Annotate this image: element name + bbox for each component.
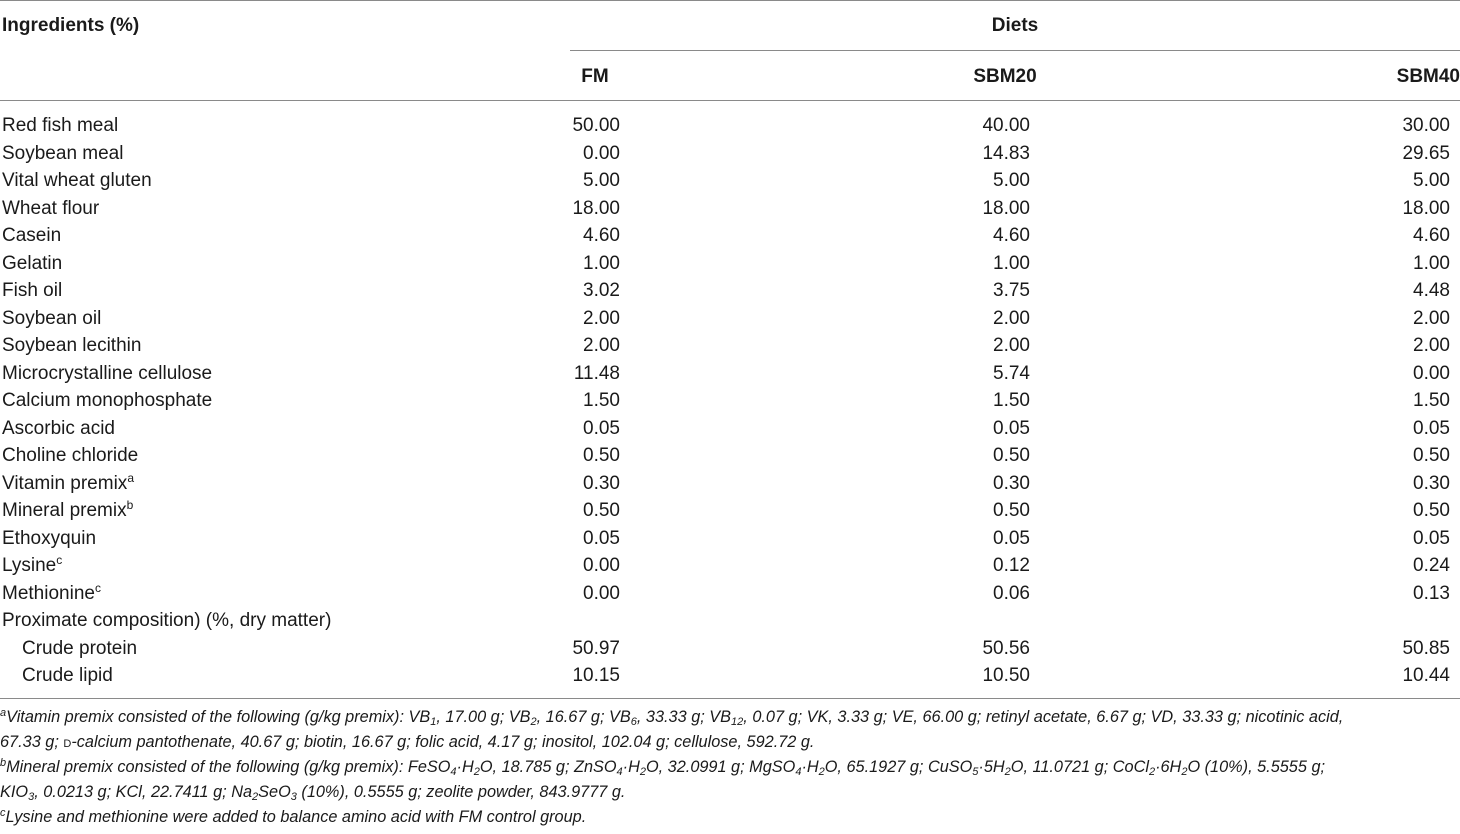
table-row — [0, 112, 1460, 140]
value-fm: 0.05 — [583, 527, 620, 549]
footnote-mark: b — [0, 757, 7, 769]
table-row — [0, 195, 1460, 223]
value-fm: 10.15 — [572, 665, 620, 686]
value-fm: 0.00 — [583, 582, 620, 604]
table-row — [0, 525, 1460, 553]
table-row — [0, 140, 1460, 168]
value-sbm40: 0.05 — [1413, 417, 1450, 439]
row-label: Red fish meal — [2, 115, 119, 136]
column-header-sbm40: SBM40 — [1396, 66, 1460, 87]
footnote-b: $^b$Mineral premix consisted of the following (g/kg premix): $FeSO_4\cdot H_2O$, 18.785 g; $ZnSO_4\cdot H_2O$, 32.0991 g; $MgSO_4\cdot H_2O$, 65.1927 g; $CuSO_5\cdot 5H_2O$, 11.0721 g; $CoCl_2\cdot 6H_2O$ (10%), 5.5555 g; $KIO_3$, 0.0213 g; KCl, 22.7411 g; $Na_2SeO_3$ (10%), 0.5555 g; zeolite powder, 843.9777 g. — [0, 757, 1326, 803]
row-label: Soybean meal — [2, 142, 124, 164]
table-row — [0, 470, 1460, 498]
value-sbm20: 10.50 — [982, 665, 1030, 686]
value-fm: 0.00 — [583, 555, 620, 576]
row-label: Microcrystalline cellulose — [2, 362, 213, 384]
value-fm: 2.00 — [583, 307, 620, 329]
table-body — [0, 112, 1460, 690]
header-rule — [0, 100, 1460, 101]
value-fm: 1.50 — [583, 390, 620, 411]
value-sbm20: 2.00 — [993, 307, 1030, 329]
table-row — [0, 607, 1460, 635]
row-label: Soybean lecithin — [2, 335, 142, 356]
value-sbm40: 2.00 — [1413, 335, 1450, 356]
value-sbm20: 3.75 — [993, 280, 1030, 301]
value-sbm40: 1.50 — [1413, 390, 1450, 411]
diets-span-rule — [570, 50, 1460, 51]
value-fm: 5.00 — [583, 170, 620, 191]
table-row — [0, 635, 1460, 663]
table-row — [0, 222, 1460, 250]
row-label: Crude protein — [22, 637, 138, 659]
row-label: Crude lipid — [22, 665, 113, 686]
row-label: Ascorbic acid — [2, 417, 115, 439]
footnote-mark: a — [0, 707, 7, 719]
row-label: Choline chloride — [2, 445, 139, 466]
footnote-ref: c — [94, 580, 101, 595]
value-sbm20: 0.50 — [993, 445, 1030, 466]
footnote-c: $^c$Lysine and methionine were added to balance amino acid with FM control group. — [0, 807, 587, 826]
table-row — [0, 387, 1460, 415]
footnotes — [0, 705, 1460, 830]
table-row — [0, 662, 1460, 690]
value-sbm40: 0.13 — [1413, 582, 1450, 604]
value-sbm20: 5.00 — [993, 170, 1030, 191]
table-row — [0, 442, 1460, 470]
footnote-ref: c — [56, 553, 63, 567]
value-sbm20: 0.12 — [993, 555, 1030, 576]
value-sbm40: 0.24 — [1413, 555, 1450, 576]
value-sbm40: 0.50 — [1413, 500, 1450, 521]
value-sbm40: 1.00 — [1413, 252, 1450, 274]
value-fm: 0.50 — [583, 500, 620, 521]
table-row — [0, 552, 1460, 580]
value-fm: 3.02 — [583, 280, 620, 301]
row-label: Mineral premix$^b$ — [2, 498, 134, 521]
value-sbm40: 0.00 — [1413, 362, 1450, 384]
table-row — [0, 360, 1460, 388]
value-sbm20: 18.00 — [982, 197, 1030, 219]
value-fm: 11.48 — [573, 362, 620, 384]
value-fm: 0.00 — [583, 142, 620, 164]
table-top-rule — [0, 0, 1460, 1]
ingredients-header: Ingredients (%) — [2, 15, 140, 36]
table-row — [0, 497, 1460, 525]
row-label: Proximate composition) (%, dry matter) — [2, 610, 332, 631]
table-row — [0, 415, 1460, 443]
table-row — [0, 167, 1460, 195]
row-label: Soybean oil — [2, 307, 102, 329]
value-sbm40: 29.65 — [1402, 142, 1450, 164]
column-header-sbm20: SBM20 — [973, 66, 1037, 87]
value-sbm20: 0.06 — [993, 582, 1030, 604]
value-fm: 4.60 — [583, 225, 620, 246]
value-sbm20: 0.50 — [993, 500, 1030, 521]
value-sbm20: 4.60 — [993, 225, 1030, 246]
value-fm: 0.05 — [583, 417, 620, 439]
row-label: Calcium monophosphate — [2, 390, 213, 411]
value-sbm40: 4.60 — [1413, 225, 1450, 246]
value-fm: 0.30 — [583, 472, 620, 494]
diets-header: Diets — [991, 15, 1039, 36]
value-sbm20: 0.30 — [993, 472, 1030, 494]
table-row — [0, 580, 1460, 608]
value-fm: 0.50 — [583, 445, 620, 466]
value-sbm40: 0.30 — [1413, 472, 1450, 494]
row-label: Vitamin premix$^a$ — [2, 470, 134, 494]
row-label: Methionine$^c$ — [2, 580, 101, 604]
value-sbm40: 2.00 — [1413, 307, 1450, 329]
value-sbm20: 40.00 — [982, 115, 1030, 136]
table-bottom-rule — [0, 698, 1460, 699]
value-sbm20: 0.05 — [993, 417, 1030, 439]
row-label: Fish oil — [2, 280, 63, 301]
value-fm: 50.00 — [572, 115, 620, 136]
footnote-mark: c — [0, 807, 6, 819]
value-sbm20: 50.56 — [982, 637, 1030, 659]
value-fm: 2.00 — [583, 335, 620, 356]
value-sbm40: 30.00 — [1402, 115, 1450, 136]
value-sbm40: 50.85 — [1402, 637, 1450, 659]
row-label: Vital wheat gluten — [2, 170, 152, 191]
value-fm: 1.00 — [583, 252, 620, 274]
value-sbm40: 18.00 — [1402, 197, 1450, 219]
table-row — [0, 250, 1460, 278]
footnote-ref: a — [127, 470, 134, 485]
row-label: Lysine$^c$ — [2, 553, 63, 576]
footnote-ref: b — [126, 498, 134, 512]
column-header-fm: FM — [581, 66, 609, 87]
row-label: Wheat flour — [2, 197, 100, 219]
value-sbm40: 4.48 — [1413, 280, 1450, 301]
row-label: Gelatin — [2, 252, 63, 274]
value-sbm20: 0.05 — [993, 527, 1030, 549]
value-sbm20: 2.00 — [993, 335, 1030, 356]
value-sbm40: 0.05 — [1413, 527, 1450, 549]
value-sbm20: 5.74 — [993, 362, 1030, 384]
row-label: Ethoxyquin — [2, 527, 97, 549]
value-fm: 18.00 — [572, 197, 620, 219]
footnote-a: $^a$Vitamin premix consisted of the following (g/kg premix): $VB_1$, 17.00 g; $VB_2$, 16.67 g; $VB_6$, 33.33 g; $VB_{12}$, 0.07 g; VK, 3.33 g; VE, 66.00 g; retinyl acetate, 6.67 g; VD, 33.33 g; nicotinic acid, 67.33 g; d-calcium pantothenate, 40.67 g; biotin, 16.67 g; folic acid, 4.17 g; inositol, 102.04 g; cellulose, 592.72 g. — [0, 707, 1344, 751]
row-label: Casein — [2, 225, 62, 246]
value-sbm20: 1.50 — [993, 390, 1030, 411]
value-sbm40: 5.00 — [1413, 170, 1450, 191]
value-sbm20: 1.00 — [993, 252, 1030, 274]
table-row — [0, 305, 1460, 333]
table-row — [0, 277, 1460, 305]
value-sbm40: 0.50 — [1413, 445, 1450, 466]
value-sbm20: 14.83 — [982, 142, 1030, 164]
table-row — [0, 332, 1460, 360]
value-sbm40: 10.44 — [1402, 665, 1450, 686]
value-fm: 50.97 — [572, 637, 620, 659]
